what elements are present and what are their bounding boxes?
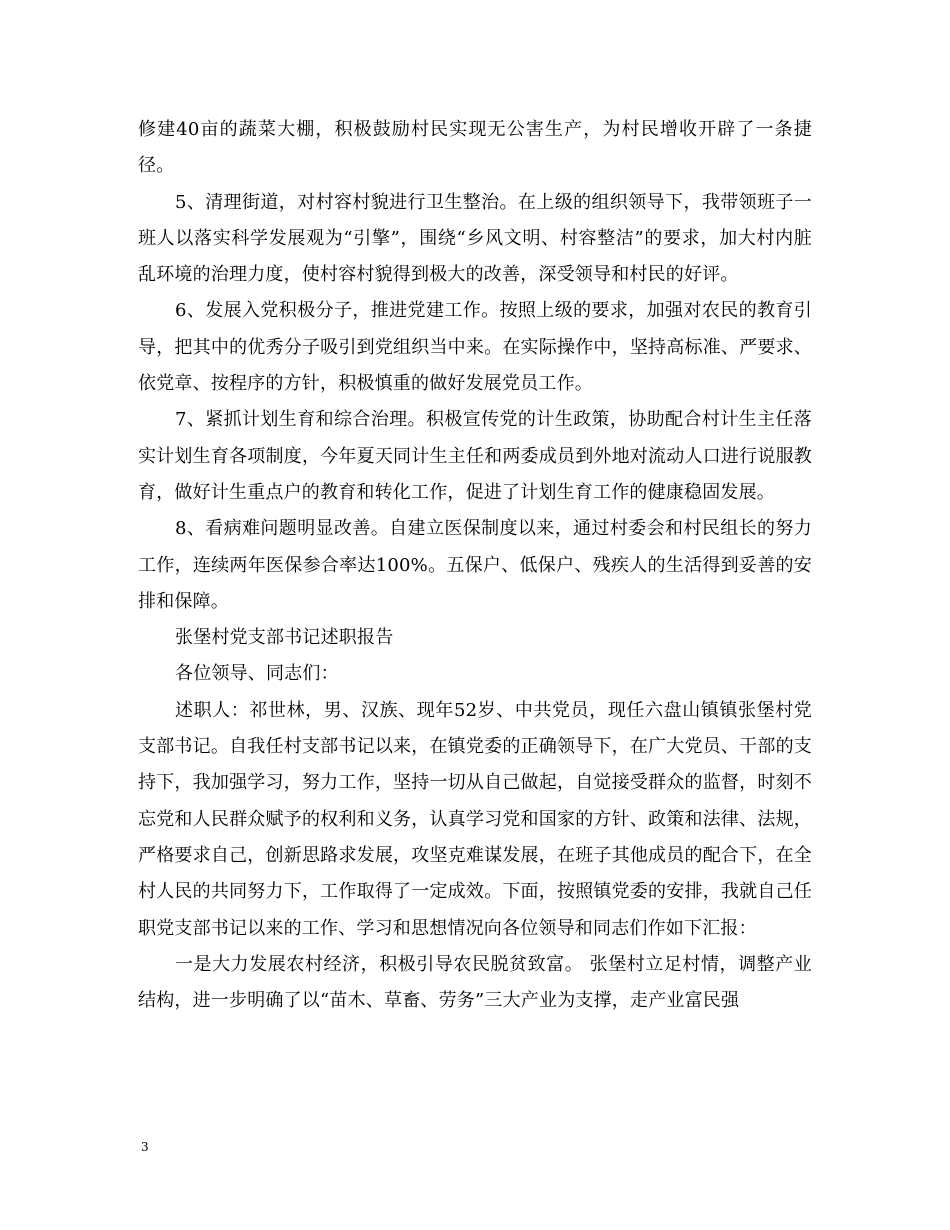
paragraph-item-6: 6、发展入党积极分子，推进党建工作。按照上级的要求，加强对农民的教育引导，把其中的优秀分子吸引到党组织当中来。在实际操作中，坚持高标准、严要求、依党章、按程序的方针，积极慎重的做好发展党员工作。: [138, 300, 812, 395]
report-title: 张堡村党支部书记述职报告: [175, 627, 394, 649]
salutation: 各位领导、同志们：: [175, 663, 339, 685]
paragraph-item-7: 7、紧抓计划生育和综合治理。积极宣传党的计生政策，协助配合村计生主任落实计划生育各项制度，今年夏天同计生主任和两委成员到外地对流动人口进行说服教育，做好计生重点户的教育和转化工作，促进了计划生育工作的健康稳固发展。: [138, 409, 812, 503]
paragraph-continuation: 修建40亩的蔬菜大棚，积极鼓励村民实现无公害生产，为村民增收开辟了一条捷径。: [138, 119, 812, 177]
document-body: [138, 112, 812, 1019]
paragraph-speaker-intro: 述职人：祁世林，男、汉族、现年52岁、中共党员，现任六盘山镇镇张堡村党支部书记。自我任村支部书记以来，在镇党委的正确领导下，在广大党员、干部的支持下，我加强学习，努力工作，坚持一切从自己做起，自觉接受群众的监督，时刻不忘党和人民群众赋予的权利和义务，认真学习党和国家的方针、政策和法律、法规，严格要求自己，创新思路求发展，攻坚克难谋发展，在班子其他成员的配合下，在全村人民的共同努力下，工作取得了一定成效。下面，按照镇党委的安排，我就自己任职党支部书记以来的工作、学习和思想情况向各位领导和同志们作如下汇报：: [138, 699, 812, 939]
paragraph-item-8: 8、看病难问题明显改善。自建立医保制度以来，通过村委会和村民组长的努力工作，连续两年医保参合率达100%。五保户、低保户、残疾人的生活得到妥善的安排和保障。: [138, 518, 812, 612]
paragraph-point-one: 一是大力发展农村经济，积极引导农民脱贫致富。 张堡村立足村情，调整产业结构，进一步明确了以“苗木、草畜、劳务”三大产业为支撑，走产业富民强: [138, 953, 812, 1012]
paragraph-item-5: 5、清理街道，对村容村貌进行卫生整治。在上级的组织领导下，我带领班子一班人以落实科学发展观为“引擎”，围绕“乡风文明、村容整洁”的要求，加大村内脏乱环境的治理力度，使村容村貌得到极大的改善，深受领导和村民的好评。: [138, 191, 812, 286]
page-number: 3: [141, 1140, 149, 1154]
